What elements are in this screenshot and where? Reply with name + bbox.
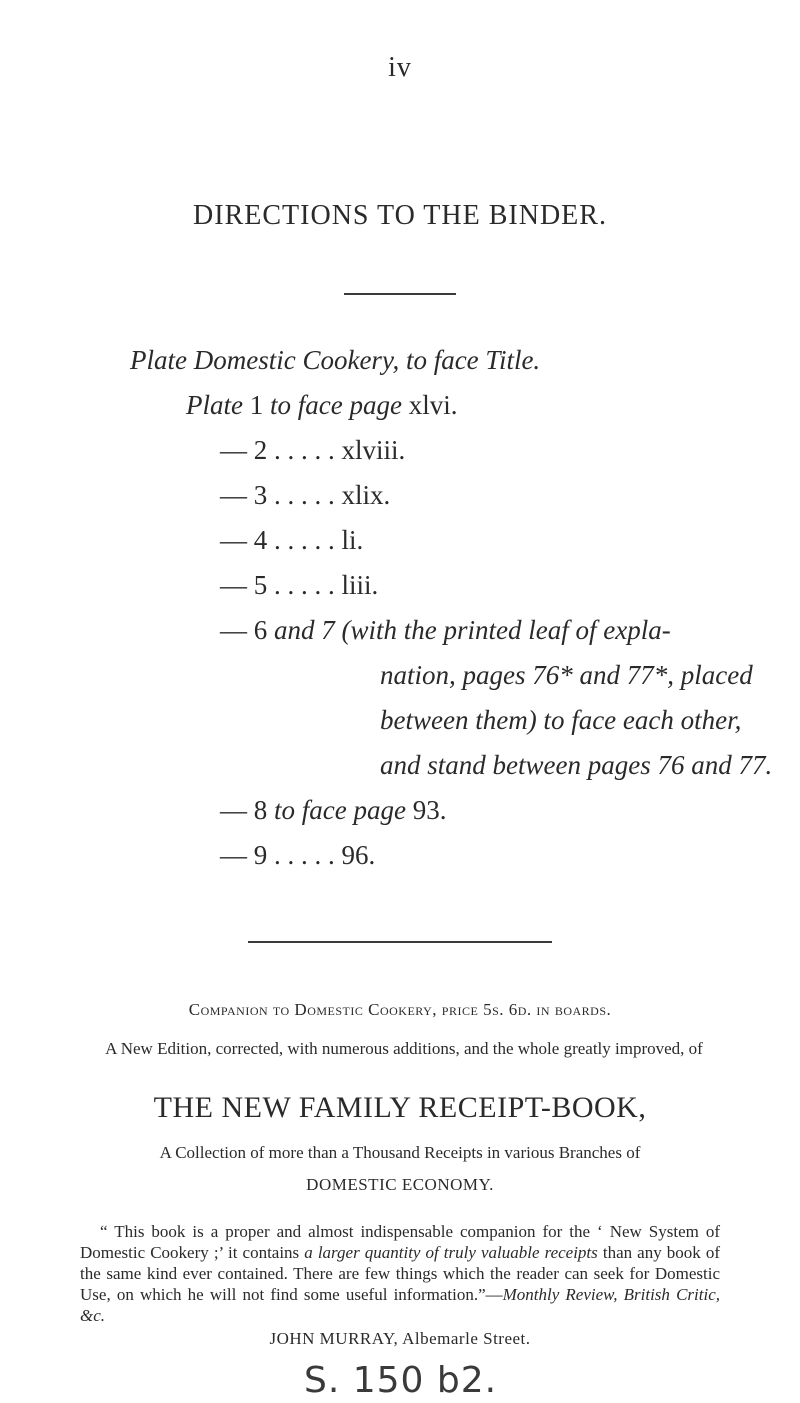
review-quote [80,1221,720,1326]
plate-number: 6 [253,615,268,645]
advertisement-subject: DOMESTIC ECONOMY. [306,1175,494,1194]
plate-6-7 [130,608,750,653]
page-number: iv [388,52,412,83]
plate-subject: Domestic Cookery, [193,345,400,375]
plate-dots: . . . . . [274,570,335,600]
plate-list [130,338,773,878]
plate-number: 4 [253,525,268,555]
section-divider [248,941,552,943]
advertisement-collection: A Collection of more than a Thousand Receipts in various Branches of [159,1143,641,1162]
plate-note-line: between them) to face each other, [380,705,742,735]
plate-label: Plate [130,345,187,375]
plate-dash: — [220,435,247,465]
plate-note-line: and 7 (with the printed leaf of expla- [274,615,671,645]
quote-emphasis: a larger quantity of truly valuable receipts [304,1243,598,1262]
plate-8 [130,788,750,833]
handwritten-shelfmark: S. 150 b2. [304,1360,498,1401]
plate-dots: . . . . . [274,840,335,870]
plate-page: 93. [412,795,447,825]
plate-page: xlviii. [341,435,406,465]
plate-3 [130,473,750,518]
plate-page: 96. [341,840,376,870]
plate-number: 8 [253,795,268,825]
plate-label: Plate [186,390,243,420]
plate-dots: . . . . . [274,435,335,465]
plate-page: xlvi. [408,390,458,420]
plate-4 [130,518,750,563]
quote-text: than any book of the same kind ever contained. There are few things which the reader can seek for Domestic Use, on which he will not find some useful information.”— [80,1243,721,1304]
plate-dash: — [220,615,247,645]
plate-1 [130,383,750,428]
plate-frontispiece [130,338,750,383]
quote-text: “ This book is a proper and almost indispensable companion for the ‘ New System of Domestic Cookery ;’ it contains [80,1222,720,1262]
plate-number: 1 [249,390,264,420]
plate-number: 2 [253,435,268,465]
publisher-line: JOHN MURRAY, Albemarle Street. [269,1329,531,1348]
plate-dots: . . . . . [274,525,335,555]
plate-number: 5 [253,570,268,600]
advertised-book-title: THE NEW FAMILY RECEIPT-BOOK, [153,1091,647,1124]
advertisement-edition: A New Edition, corrected, with numerous additions, and the whole greatly improved, of [105,1039,703,1058]
plate-page: xlix. [341,480,391,510]
plate-5 [130,563,750,608]
plate-number: 9 [253,840,268,870]
plate-note-line: and stand between pages 76 and 77. [380,750,773,780]
plate-dash: — [220,795,247,825]
plate-dots: . . . . . [274,480,335,510]
plate-direction: to face [405,345,479,375]
plate-direction: to face page [269,390,402,420]
plate-dash: — [220,570,247,600]
plate-dash: — [220,525,247,555]
page-title: DIRECTIONS TO THE BINDER. [193,200,607,231]
plate-dash: — [220,840,247,870]
advertisement-heading: Companion to Domestic Cookery, price 5s. 6d. in boards. [188,1000,612,1019]
plate-number: 3 [253,480,268,510]
plate-note-line: nation, pages 76* and 77*, placed [380,660,753,690]
plate-2 [130,428,750,473]
plate-dash: — [220,480,247,510]
plate-target: Title. [485,345,541,375]
plate-9 [130,833,750,878]
plate-page: liii. [341,570,379,600]
plate-direction: to face page [274,795,406,825]
title-divider [344,293,456,295]
quote-source: Monthly Review, British Critic, &c. [80,1285,720,1325]
plate-page: li. [341,525,364,555]
